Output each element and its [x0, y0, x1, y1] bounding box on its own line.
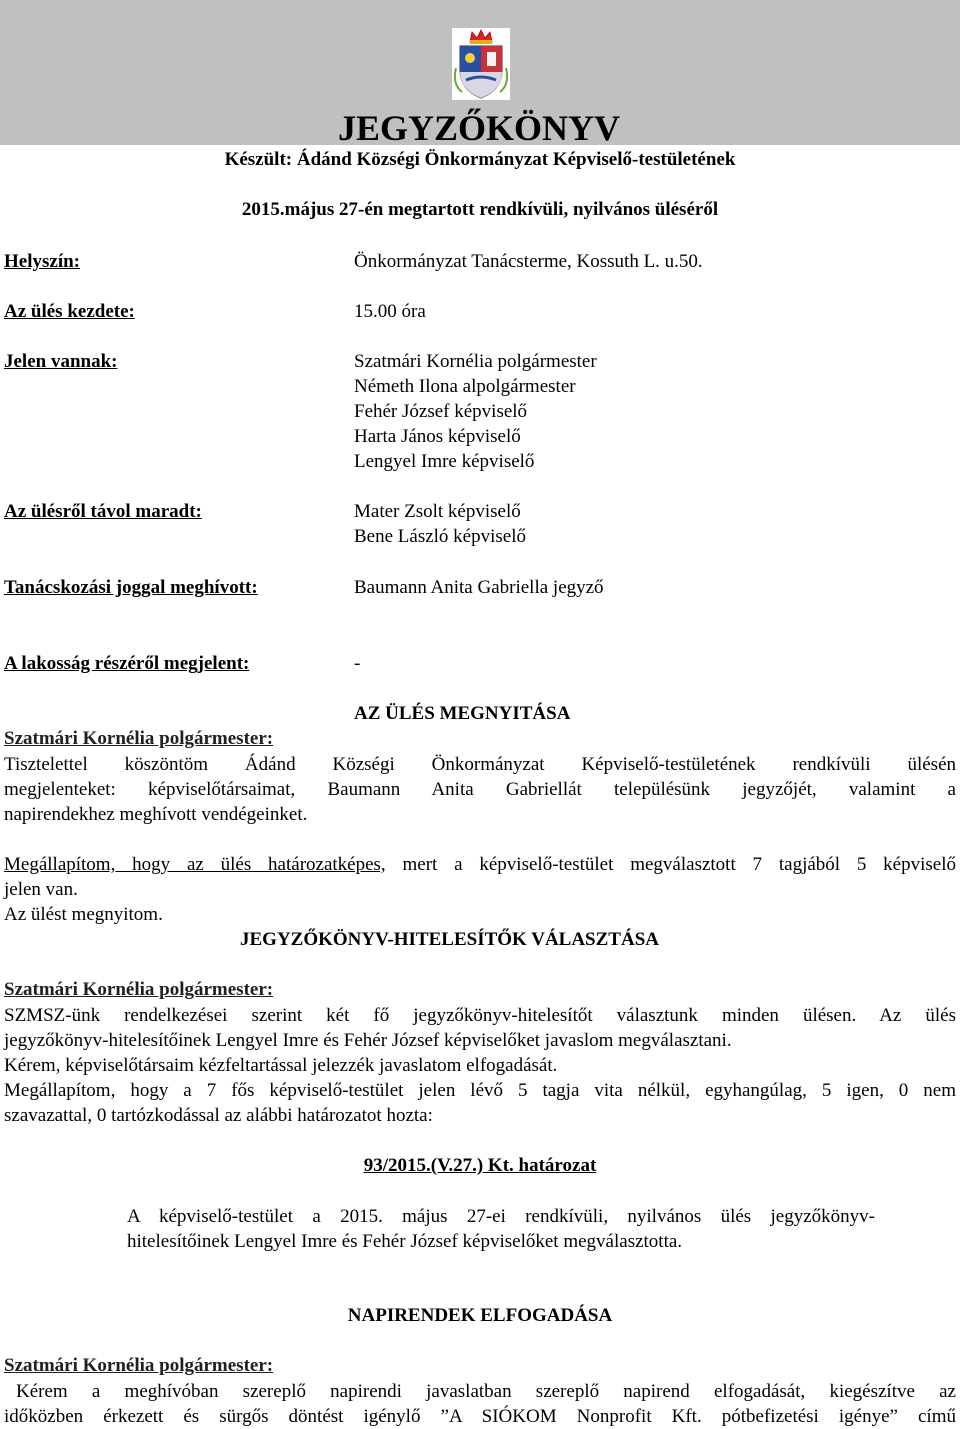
paragraph-line: Megállapítom, hogy a 7 fős képviselő-testület jelen lévő 5 tagja vita nélkül, egyhangúlag, 5 igen, 0 nem — [4, 1080, 956, 1101]
speaker-label: Szatmári Kornélia polgármester: — [4, 728, 274, 749]
advisory-value: Baumann Anita Gabriella jegyző — [354, 577, 604, 598]
quorum-underlined-text: Megállapítom, hogy az ülés határozatképes, — [4, 854, 386, 875]
paragraph-line: jegyzőkönyv-hitelesítőinek Lengyel Imre és Fehér József képviselőket javaslom megválasztani. — [4, 1030, 732, 1051]
paragraph-line: napirendekhez meghívott vendégeinket. — [4, 804, 308, 825]
present-member: Németh Ilona alpolgármester — [354, 376, 576, 397]
paragraph-line: Kérem, képviselőtársaim kézfeltartással jelezzék javaslatom elfogadását. — [4, 1055, 558, 1076]
section-heading-agenda: NAPIRENDEK ELFOGADÁSA — [347, 1305, 613, 1326]
paragraph-line: időközben érkezett és sürgős döntést igénylő ”A SIÓKOM Nonprofit Kft. pótbefizetési igénye” című — [4, 1406, 956, 1427]
resolution-text-line: hitelesítőinek Lengyel Imre és Fehér József képviselőket megválasztotta. — [127, 1231, 683, 1252]
document-subtitle: Készült: Ádánd Községi Önkormányzat Képviselő-testületének — [224, 149, 736, 170]
meeting-date-line: 2015.május 27-én megtartott rendkívüli, nyilvános üléséről — [241, 199, 719, 220]
present-member: Harta János képviselő — [354, 426, 521, 447]
advisory-label: Tanácskozási joggal meghívott: — [4, 577, 258, 598]
coat-of-arms-icon — [452, 28, 510, 100]
paragraph-line: Tisztelettel köszöntöm Ádánd Községi Önkormányzat Képviselő-testületének rendkívüli ülésén — [4, 754, 956, 775]
speaker-label: Szatmári Kornélia polgármester: — [4, 979, 274, 1000]
section-heading-verifiers: JEGYZŐKÖNYV-HITELESÍTŐK VÁLASZTÁSA — [240, 929, 659, 950]
quorum-rest-text: mert a képviselő-testület megválasztott 7 tagjából 5 képviselő — [385, 854, 956, 875]
start-time-value: 15.00 óra — [354, 301, 426, 322]
public-attendance-value: - — [354, 653, 361, 674]
present-member: Fehér József képviselő — [354, 401, 528, 422]
location-value: Önkormányzat Tanácsterme, Kossuth L. u.50. — [354, 251, 703, 272]
paragraph-line: jelen van. — [4, 879, 78, 900]
resolution-text-line: A képviselő-testület a 2015. május 27-ei rendkívüli, nyilvános ülés jegyzőkönyv- — [127, 1206, 875, 1227]
absent-label: Az ülésről távol maradt: — [4, 501, 202, 522]
absent-member: Bene László képviselő — [354, 526, 527, 547]
paragraph-line: megjelenteket: képviselőtársaimat, Baumann Anita Gabriellát településünk jegyzőjét, valamint a — [4, 779, 956, 800]
present-member: Szatmári Kornélia polgármester — [354, 351, 597, 372]
absent-member: Mater Zsolt képviselő — [354, 501, 521, 522]
start-time-label: Az ülés kezdete: — [4, 301, 135, 322]
location-label: Helyszín: — [4, 251, 80, 272]
quorum-statement — [4, 852, 956, 877]
paragraph-line: Az ülést megnyitom. — [4, 904, 163, 925]
paragraph-line: Kérem a meghívóban szereplő napirendi javaslatban szereplő napirend elfogadását, kiegészítve az — [16, 1381, 956, 1402]
public-attendance-label: A lakosság részéről megjelent: — [4, 653, 250, 674]
document-title: JEGYZŐKÖNYV — [337, 108, 620, 148]
paragraph-line: szavazattal, 0 tartózkodással az alábbi határozatot hozta: — [4, 1105, 433, 1126]
present-member: Lengyel Imre képviselő — [354, 451, 535, 472]
present-label: Jelen vannak: — [4, 351, 118, 372]
resolution-title: 93/2015.(V.27.) Kt. határozat — [363, 1155, 597, 1176]
section-heading-opening: AZ ÜLÉS MEGNYITÁSA — [354, 703, 571, 724]
speaker-label: Szatmári Kornélia polgármester: — [4, 1355, 274, 1376]
paragraph-line: SZMSZ-ünk rendelkezései szerint két fő jegyzőkönyv-hitelesítőt választunk minden ülésen. Az ülés — [4, 1005, 956, 1026]
